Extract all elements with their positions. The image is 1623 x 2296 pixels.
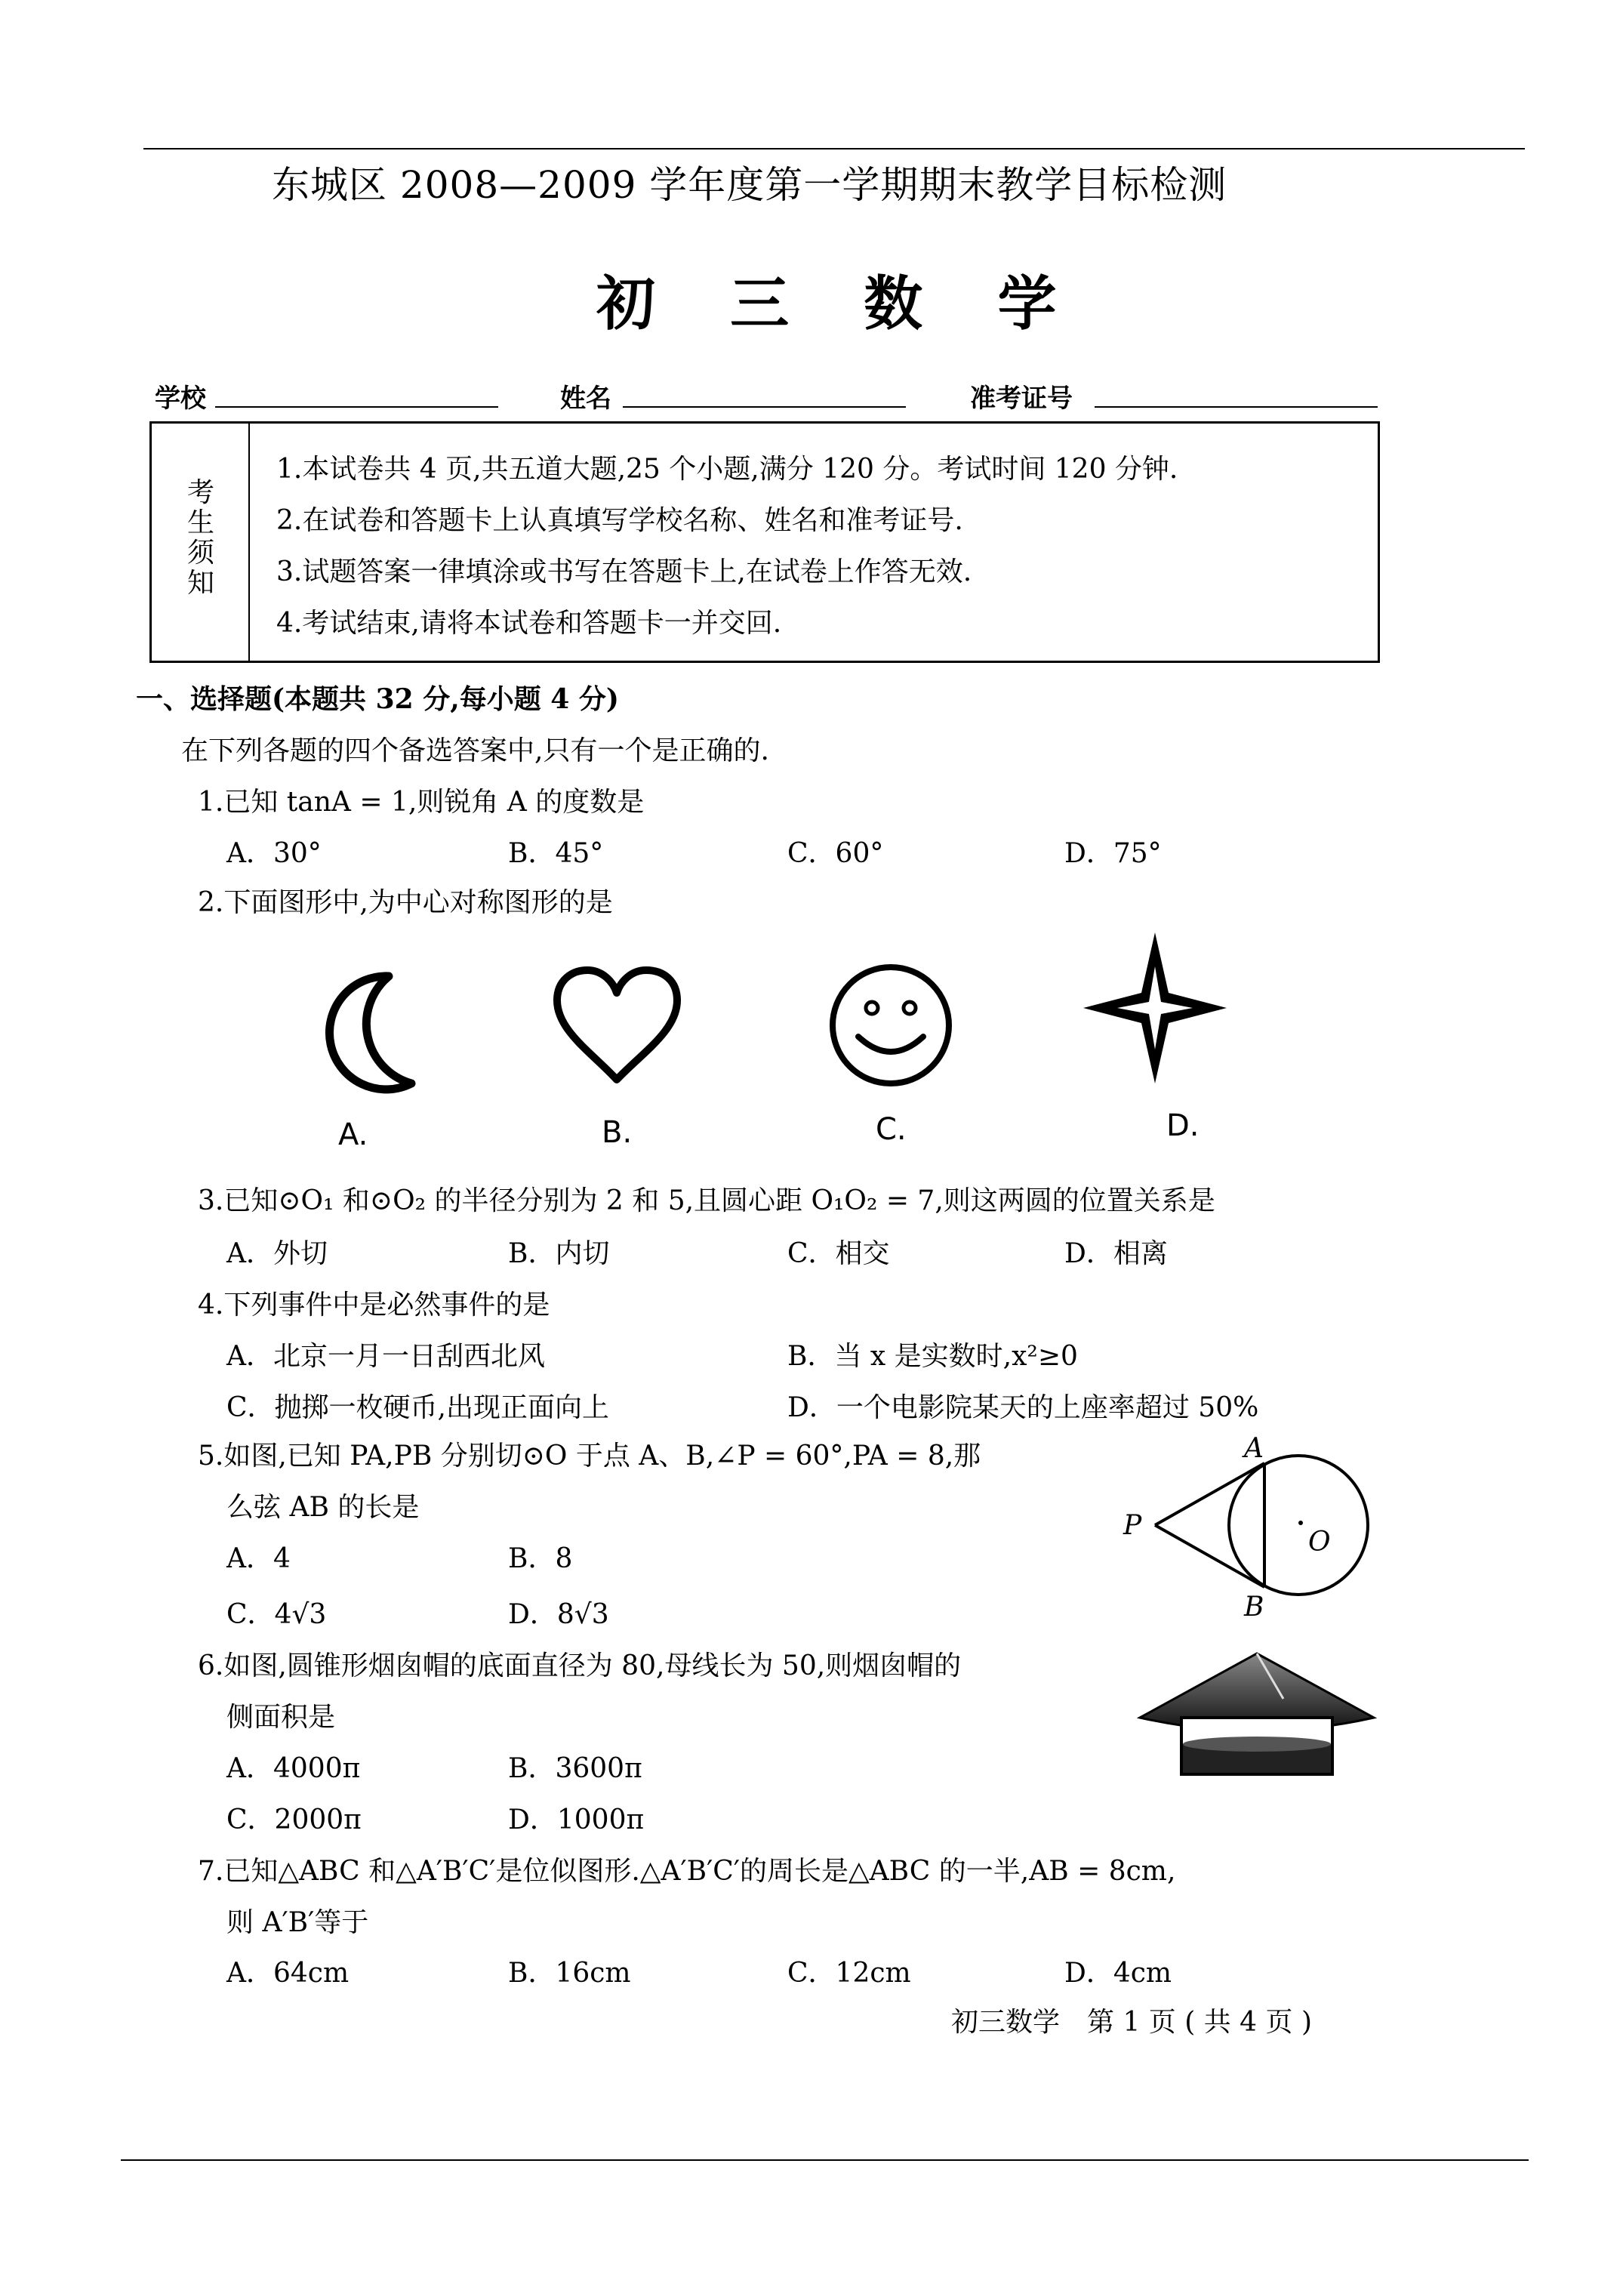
chimney-cap-diagram xyxy=(1132,1646,1381,1782)
q6-option-a[interactable]: A．4000π xyxy=(226,1753,361,1784)
notice-side-label: 考生须知 xyxy=(186,477,214,599)
q4-stem: 4.下列事件中是必然事件的是 xyxy=(198,1290,550,1321)
school-field[interactable] xyxy=(215,406,498,408)
q1-option-b[interactable]: B．45° xyxy=(508,838,604,869)
q3-option-a[interactable]: A．外切 xyxy=(226,1238,328,1269)
q2-label-c[interactable]: C. xyxy=(876,1112,907,1147)
q7-option-c[interactable]: C．12cm xyxy=(787,1958,911,1989)
bottom-rule xyxy=(121,2159,1529,2161)
q4-option-b[interactable]: B．当 x 是实数时,x²≥0 xyxy=(787,1341,1078,1372)
q3-option-d[interactable]: D．相离 xyxy=(1064,1238,1168,1269)
q2-label-d[interactable]: D. xyxy=(1166,1108,1200,1143)
q1-stem: 1.已知 tanA = 1,则锐角 A 的度数是 xyxy=(198,787,645,818)
q5-stem-line2: 么弦 AB 的长是 xyxy=(226,1492,420,1523)
point-a-label: A xyxy=(1244,1433,1264,1464)
q1-option-d[interactable]: D．75° xyxy=(1064,838,1162,869)
q6-option-d[interactable]: D．1000π xyxy=(508,1804,645,1835)
q5-option-a[interactable]: A．4 xyxy=(226,1543,291,1574)
point-b-label: B xyxy=(1244,1592,1264,1623)
notice-item: 4.考试结束,请将本试卷和答题卡一并交回. xyxy=(276,608,782,639)
q1-option-c[interactable]: C．60° xyxy=(787,838,884,869)
q6-option-b[interactable]: B．3600π xyxy=(508,1753,642,1784)
four-point-star-icon xyxy=(1079,929,1230,1087)
name-label: 姓名 xyxy=(560,384,611,414)
q2-label-a[interactable]: A. xyxy=(338,1117,368,1152)
name-field[interactable] xyxy=(623,406,906,408)
exam-id-field[interactable] xyxy=(1095,406,1378,408)
top-rule xyxy=(143,148,1525,149)
heart-icon xyxy=(551,966,683,1087)
q4-option-d[interactable]: D．一个电影院某天的上座率超过 50% xyxy=(787,1392,1259,1423)
exam-title: 东城区 2008—2009 学年度第一学期期末教学目标检测 xyxy=(272,163,1227,207)
q3-option-b[interactable]: B．内切 xyxy=(508,1238,610,1269)
smiley-face-icon xyxy=(827,961,955,1089)
point-p-label: P xyxy=(1123,1510,1142,1541)
notice-side-cell xyxy=(152,424,250,661)
q6-option-c[interactable]: C．2000π xyxy=(226,1804,362,1835)
q7-option-a[interactable]: A．64cm xyxy=(226,1958,350,1989)
q3-option-c[interactable]: C．相交 xyxy=(787,1238,890,1269)
q6-stem-line2: 侧面积是 xyxy=(226,1702,336,1733)
school-label: 学校 xyxy=(155,384,206,414)
q2-stem: 2.下面图形中,为中心对称图形的是 xyxy=(198,887,613,918)
q7-stem-line1: 7.已知△ABC 和△A′B′C′是位似图形.△A′B′C′的周长是△ABC 的一半,AB = 8cm, xyxy=(198,1856,1176,1887)
q3-stem: 3.已知⊙O₁ 和⊙O₂ 的半径分别为 2 和 5,且圆心距 O₁O₂ = 7,则这两圆的位置关系是 xyxy=(198,1185,1215,1216)
notice-box xyxy=(149,421,1380,663)
section-heading: 一、选择题(本题共 32 分,每小题 4 分) xyxy=(136,683,619,715)
notice-item: 1.本试卷共 4 页,共五道大题,25 个小题,满分 120 分。考试时间 120 分钟. xyxy=(276,454,1178,485)
q5-option-b[interactable]: B．8 xyxy=(508,1543,573,1574)
notice-item: 2.在试卷和答题卡上认真填写学校名称、姓名和准考证号. xyxy=(276,505,963,536)
q1-option-a[interactable]: A．30° xyxy=(226,838,322,869)
q2-label-b[interactable]: B. xyxy=(602,1115,633,1150)
q5-option-d[interactable]: D．8√3 xyxy=(508,1599,609,1630)
point-o-label: O xyxy=(1308,1527,1331,1558)
q7-stem-line2: 则 A′B′等于 xyxy=(226,1907,369,1938)
q5-option-c[interactable]: C．4√3 xyxy=(226,1599,327,1630)
subject-title: 初 三 数 学 xyxy=(596,270,1084,338)
crescent-moon-icon xyxy=(306,970,419,1091)
q5-stem-line1: 5.如图,已知 PA,PB 分别切⊙O 于点 A、B,∠P = 60°,PA = 8,那 xyxy=(198,1441,981,1472)
page-footer: 初三数学 第 1 页 ( 共 4 页 ) xyxy=(951,2007,1313,2038)
q6-stem-line1: 6.如图,圆锥形烟囱帽的底面直径为 80,母线长为 50,则烟囱帽的 xyxy=(198,1650,962,1681)
exam-id-label: 准考证号 xyxy=(970,384,1073,414)
notice-item: 3.试题答案一律填涂或书写在答题卡上,在试卷上作答无效. xyxy=(276,556,972,587)
q7-option-d[interactable]: D．4cm xyxy=(1064,1958,1172,1989)
q7-option-b[interactable]: B．16cm xyxy=(508,1958,631,1989)
section-instruction: 在下列各题的四个备选答案中,只有一个是正确的. xyxy=(181,735,769,766)
q4-option-a[interactable]: A．北京一月一日刮西北风 xyxy=(226,1341,545,1372)
q4-option-c[interactable]: C．抛掷一枚硬币,出现正面向上 xyxy=(226,1392,609,1423)
